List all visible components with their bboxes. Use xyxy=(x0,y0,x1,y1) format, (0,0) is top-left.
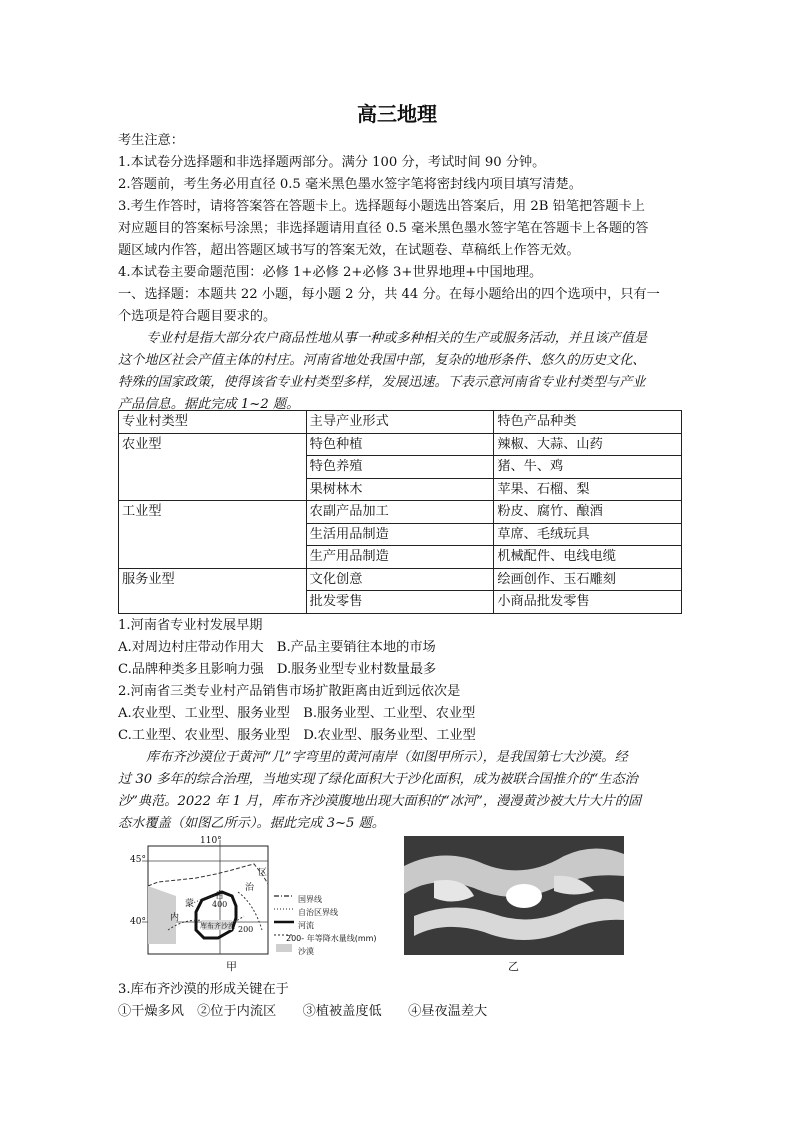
table-cell: 生活用品制造 xyxy=(306,523,494,546)
table-row xyxy=(119,568,682,591)
map-legend-label: 国界线 xyxy=(298,895,322,904)
table-cell: 果树林木 xyxy=(306,478,494,501)
table-cell-type: 服务业型 xyxy=(119,568,307,613)
table-cell: 草席、毛绒玩具 xyxy=(494,523,682,546)
map-region-char: 蒙 xyxy=(185,899,195,909)
map-desert-label: 库布齐沙漠 xyxy=(200,922,235,930)
notice-item: 4.本试卷主要命题范围：必修 1+必修 2+必修 3+世界地理+中国地理。 xyxy=(118,265,543,280)
table-cell: 苹果、石榴、梨 xyxy=(494,478,682,501)
table-row xyxy=(119,501,682,524)
table-cell: 批发零售 xyxy=(306,591,494,614)
map-latitude-top: 45° xyxy=(130,855,146,865)
table-cell: 辣椒、大蒜、山药 xyxy=(494,433,682,456)
map-legend-label: 河流 xyxy=(298,921,314,930)
table-cell: 生产用品制造 xyxy=(306,546,494,569)
notice-item: 1.本试卷分选择题和非选择题两部分。满分 100 分，考试时间 90 分钟。 xyxy=(118,155,546,170)
table-header: 特色产品种类 xyxy=(494,411,682,434)
notice-item: 3.考生作答时，请将答案答在答题卡上。选择题每小题选出答案后，用 2B 铅笔把答题卡上 xyxy=(118,199,645,214)
map-latitude-bottom: 40° xyxy=(130,917,146,927)
notice-heading: 考生注意： xyxy=(118,133,184,148)
passage1-line: 这个地区社会产值主体的村庄。河南省地处我国中部，复杂的地形条件、悠久的历史文化、 xyxy=(118,353,646,368)
table-header-row xyxy=(119,411,682,434)
photo-texture xyxy=(404,836,624,955)
q1-option-row: C.品牌种类多且影响力强 D.服务业型专业村数量最多 xyxy=(118,662,437,677)
q1-stem: 1.河南省专业村发展早期 xyxy=(118,618,263,633)
section-heading: 一、选择题：本题共 22 小题，每小题 2 分，共 44 分。在每小题给出的四个选项中，只有一 xyxy=(118,287,660,302)
notice-item: 题区域内作答，超出答题区域书写的答案无效，在试题卷、草稿纸上作答无效。 xyxy=(118,243,580,258)
map-legend-label: 200- 年等降水量线(mm) xyxy=(286,934,377,943)
map-isohyet-200: 200 xyxy=(238,925,254,934)
village-type-table xyxy=(118,410,682,614)
photo-caption: 乙 xyxy=(508,960,519,973)
map-region-char: 区 xyxy=(258,868,268,878)
map-legend-label: 自治区界线 xyxy=(298,908,338,917)
notice-item: 对应题目的答案标号涂黑；非选择题请用直径 0.5 毫米黑色墨水签字笔在答题卡上各题的答 xyxy=(118,221,649,236)
table-cell: 机械配件、电线电缆 xyxy=(494,546,682,569)
q3-options: ①干燥多风 ②位于内流区 ③植被盖度低 ④昼夜温差大 xyxy=(118,1004,488,1019)
table-header: 主导产业形式 xyxy=(306,411,494,434)
q2-stem: 2.河南省三类专业村产品销售市场扩散距离由近到远依次是 xyxy=(118,684,461,699)
table-cell: 文化创意 xyxy=(306,568,494,591)
passage2-line: 沙”典范。2022 年 1 月，库布齐沙漠腹地出现大面积的“冰河”，漫漫黄沙被大片大片的固 xyxy=(118,794,642,809)
frozen-river-photo xyxy=(404,836,624,955)
table-cell: 特色种植 xyxy=(306,433,494,456)
page-title: 高三地理 xyxy=(357,102,437,126)
passage1-line: 产品信息。据此完成 1~2 题。 xyxy=(118,397,300,412)
map-region-char: 内 xyxy=(170,913,180,923)
table-row xyxy=(119,433,682,456)
map-caption: 甲 xyxy=(226,960,237,973)
notice-item: 2.答题前，考生务必用直径 0.5 毫米黑色墨水签字笔将密封线内项目填写清楚。 xyxy=(118,177,582,192)
table-cell: 农副产品加工 xyxy=(306,501,494,524)
map-longitude: 110° xyxy=(200,836,222,846)
passage1-line: 专业村是指大部分农户商品性地从事一种或多种相关的生产或服务活动，并且该产值是 xyxy=(146,331,648,346)
map-region-char: 自 xyxy=(215,891,225,901)
map-legend-label: 沙漠 xyxy=(298,947,314,956)
map-isohyet-400: 400 xyxy=(212,900,228,909)
passage1-line: 特殊的国家政策，使得该省专业村类型多样，发展迅速。下表示意河南省专业村类型与产业 xyxy=(118,375,646,390)
table-cell: 绘画创作、玉石雕刻 xyxy=(494,568,682,591)
table-cell: 小商品批发零售 xyxy=(494,591,682,614)
map-legend-symbols xyxy=(272,890,296,972)
kubuqi-map xyxy=(128,834,390,970)
q2-option-row: A.农业型、工业型、服务业型 B.服务业型、工业型、农业型 xyxy=(118,706,476,721)
table-cell: 猪、牛、鸡 xyxy=(494,456,682,479)
section-heading-cont: 个选项是符合题目要求的。 xyxy=(118,309,277,324)
table-cell: 特色养殖 xyxy=(306,456,494,479)
passage2-line: 过 30 多年的综合治理，当地实现了绿化面积大于沙化面积，成为被联合国推介的“生态治 xyxy=(118,772,638,787)
passage2-line: 库布齐沙漠位于黄河“几”字弯里的黄河南岸（如图甲所示），是我国第七大沙漠。经 xyxy=(146,750,628,765)
table-cell-type: 农业型 xyxy=(119,433,307,501)
map-region-char: 治 xyxy=(245,883,255,893)
table-cell: 粉皮、腐竹、酿酒 xyxy=(494,501,682,524)
table-header: 专业村类型 xyxy=(119,411,307,434)
q2-option-row: C.工业型、农业型、服务业型 D.农业型、服务业型、工业型 xyxy=(118,728,476,743)
passage2-line: 态水覆盖（如图乙所示）。据此完成 3~5 题。 xyxy=(118,816,385,831)
q3-stem: 3.库布齐沙漠的形成关键在于 xyxy=(118,982,289,997)
table-cell-type: 工业型 xyxy=(119,501,307,569)
q1-option-row: A.对周边村庄带动作用大 B.产品主要销往本地的市场 xyxy=(118,640,436,655)
